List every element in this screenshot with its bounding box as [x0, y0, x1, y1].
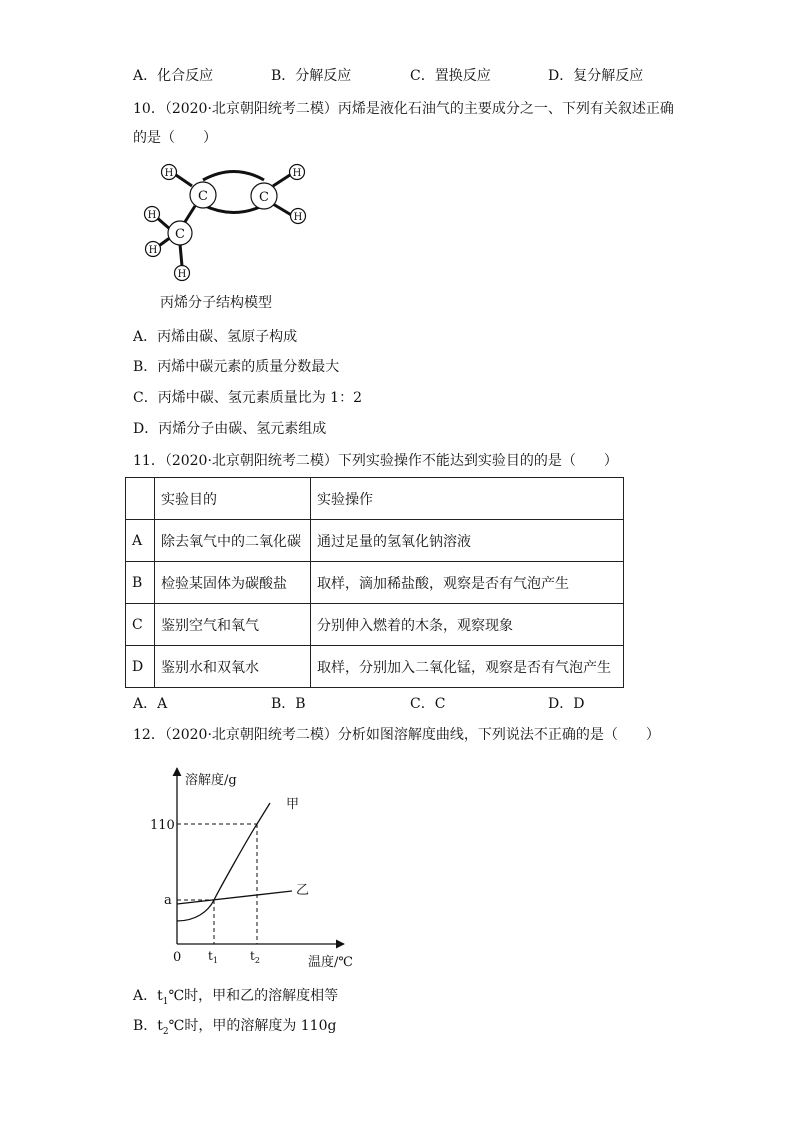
q12-option-a[interactable]: A．$t_1℃$时，甲和乙的溶解度相等 [133, 988, 339, 1007]
row-purpose: 检验某固体为碳酸盐 [155, 562, 311, 604]
q10-stem-line2: 的是（ ） [133, 130, 217, 146]
row-operation: 取样，分别加入二氧化锰，观察是否有气泡产生 [311, 646, 624, 688]
row-operation: 通过足量的氢氧化钠溶液 [311, 520, 624, 562]
table-row [126, 604, 624, 646]
experiment-table [125, 477, 624, 688]
header-cell-operation: 实验操作 [311, 478, 624, 520]
row-operation: 分别伸入燃着的木条，观察现象 [311, 604, 624, 646]
q10-option-b[interactable]: B．丙烯中碳元素的质量分数最大 [133, 359, 340, 375]
y-tick-a: a [164, 893, 172, 908]
molecule-caption: 丙烯分子结构模型 [160, 295, 272, 311]
header-cell-purpose: 实验目的 [155, 478, 311, 520]
q9-option-b[interactable]: B．分解反应 [271, 68, 352, 84]
q11-option-c[interactable]: C．C [410, 696, 446, 712]
hydrogen-label-3: H [293, 212, 303, 223]
y-tick-110: 110 [150, 818, 175, 833]
hydrogen-label-1: H [164, 168, 174, 179]
table-header-row [126, 478, 624, 520]
series-yi-curve [177, 891, 292, 904]
hydrogen-label-6: H [177, 269, 187, 280]
q12-stem: 12．（2020·北京朝阳统考二模）分析如图溶解度曲线，下列说法不正确的是（ ） [133, 727, 660, 743]
carbon-label-2: C [259, 190, 269, 205]
x-axis-label: 温度/℃ [308, 955, 353, 970]
row-purpose: 鉴别水和双氧水 [155, 646, 311, 688]
row-purpose: 鉴别空气和氧气 [155, 604, 311, 646]
series-label-jia: 甲 [286, 797, 300, 812]
q11-option-b[interactable]: B．B [271, 696, 306, 712]
table-row [126, 562, 624, 604]
q12-option-b[interactable]: B．$t_2℃$时，甲的溶解度为 110g [133, 1018, 337, 1037]
q9-option-c[interactable]: C．置换反应 [410, 68, 491, 84]
row-label: A [126, 520, 155, 562]
solubility-curve-chart [150, 760, 400, 975]
table-row [126, 646, 624, 688]
carbon-label-3: C [175, 227, 185, 242]
q11-option-a[interactable]: A．A [133, 696, 168, 712]
q10-option-d[interactable]: D．丙烯分子由碳、氢元素组成 [133, 421, 327, 437]
carbon-label-1: C [198, 189, 208, 204]
hydrogen-label-2: H [292, 168, 302, 179]
row-label: C [126, 604, 155, 646]
q11-stem: 11．（2020·北京朝阳统考二模）下列实验操作不能达到实验目的的是（ ） [133, 453, 618, 469]
q9-option-a[interactable]: A．化合反应 [133, 68, 214, 84]
row-label: D [126, 646, 155, 688]
row-operation: 取样，滴加稀盐酸，观察是否有气泡产生 [311, 562, 624, 604]
q10-stem-line1: 10．（2020·北京朝阳统考二模）丙烯是液化石油气的主要成分之一、下列有关叙述正确 [133, 101, 674, 117]
header-cell-blank [126, 478, 155, 520]
y-axis-label: 溶解度/g [185, 773, 237, 788]
q10-option-c[interactable]: C．丙烯中碳、氢元素质量比为 1：2 [133, 390, 362, 406]
q9-option-d[interactable]: D．复分解反应 [548, 68, 644, 84]
hydrogen-label-5: H [148, 245, 158, 256]
x-tick-t2: $t_2$ [250, 949, 260, 965]
hydrogen-label-4: H [147, 210, 157, 221]
series-jia-curve [177, 803, 270, 921]
series-label-yi: 乙 [296, 883, 310, 898]
table-row [126, 520, 624, 562]
propene-molecule-diagram [140, 158, 320, 288]
row-purpose: 除去氧气中的二氧化碳 [155, 520, 311, 562]
x-tick-t1: $t_1$ [208, 949, 218, 965]
q11-option-d[interactable]: D．D [548, 696, 585, 712]
row-label: B [126, 562, 155, 604]
origin-label: 0 [173, 950, 182, 965]
q10-option-a[interactable]: A．丙烯由碳、氢原子构成 [133, 329, 298, 345]
